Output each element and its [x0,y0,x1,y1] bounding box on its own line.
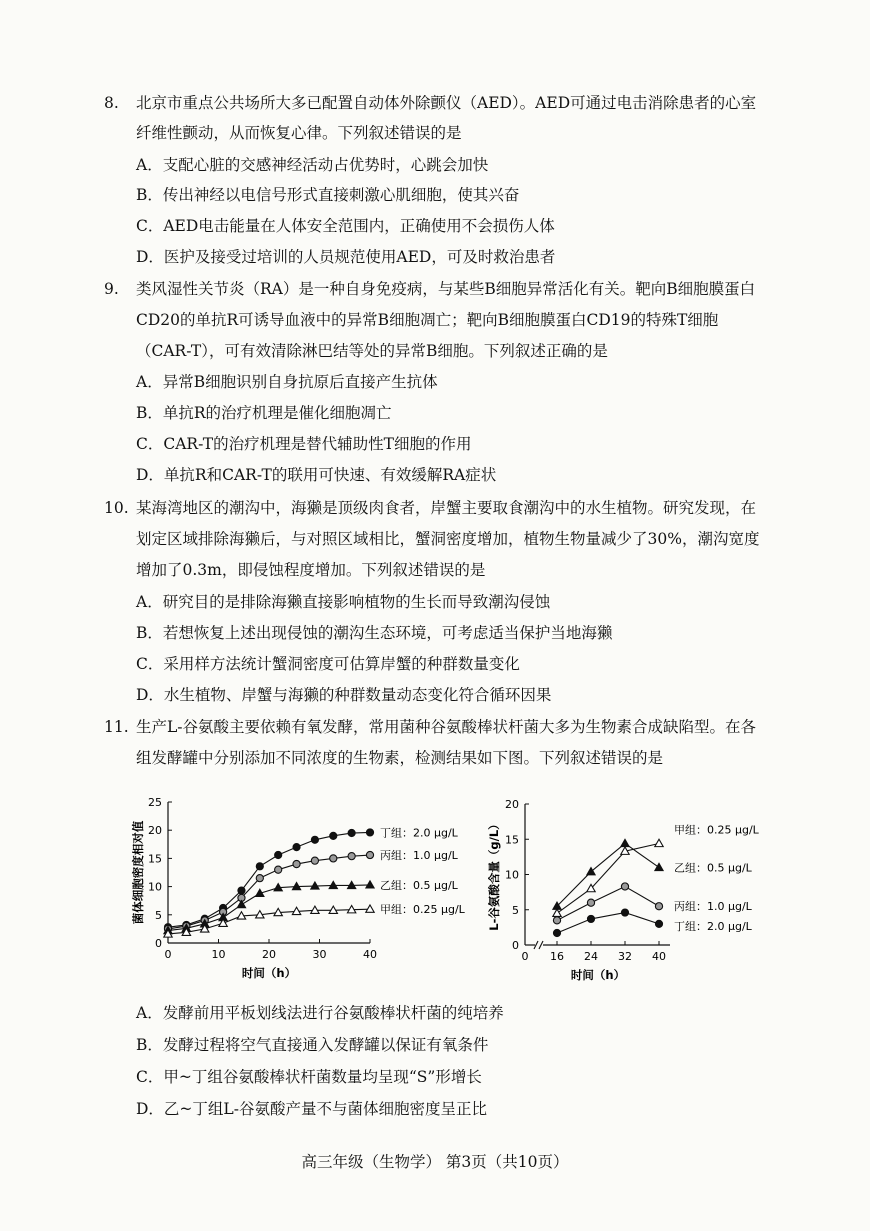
y-tick-label: 10 [148,880,162,894]
q8-option-b: B．传出神经以电信号形式直接刺激心肌细胞，使其兴奋 [136,186,520,204]
q9-number: 9. [104,280,119,298]
x-tick-label: 0 [521,950,529,963]
series-line [168,855,370,929]
q8-stem-line-2: 纤维性颤动，从而恢复心律。下列叙述错误的是 [136,124,462,142]
legend-label: 甲组：0.25 μg/L [380,903,465,917]
q10-stem-line-3: 增加了0.3m，即侵蚀程度增加。下列叙述错误的是 [136,561,486,579]
q10-option-d: D．水生植物、岸蟹与海獭的种群数量动态变化符合循环因果 [136,686,552,704]
data-point [237,900,245,907]
series-line [168,832,370,927]
x-tick-label: 40 [652,950,666,963]
x-tick-label: 32 [618,950,632,963]
series-line [168,885,370,931]
cell-density-chart [120,788,480,988]
data-point [348,853,355,860]
y-tick-label: 5 [512,903,519,917]
q9-option-c: C．CAR-T的治疗机理是替代辅助性T细胞的作用 [136,435,472,453]
x-axis-label: 时间（h） [241,966,297,980]
q9-option-d: D．单抗R和CAR-T的联用可快速、有效缓解RA症状 [136,466,497,484]
y-axis-label: 菌体细胞密度相对值 [131,820,145,925]
data-point [256,863,263,870]
data-point [553,929,560,936]
y-axis-label: L-谷氨酸含量（g/L） [487,818,501,931]
data-point [275,866,282,873]
q9-option-b: B．单抗R的治疗机理是催化细胞凋亡 [136,404,392,422]
data-point [587,899,594,906]
axis-break-mark [539,941,543,949]
data-point [366,881,374,888]
y-tick-label: 5 [155,908,162,922]
series-line [168,909,370,934]
data-point [366,829,373,836]
data-point [655,863,663,870]
q8-option-d: D．医护及接受过培训的人员规范使用AED，可及时救治患者 [136,248,556,266]
q10-number: 10. [104,499,129,517]
data-point [330,832,337,839]
q11-option-a: A．发酵前用平板划线法进行谷氨酸棒状杆菌的纯培养 [136,1004,504,1022]
x-tick-label: 40 [363,948,377,961]
q9-stem-line-2: CD20的单抗R可诱导血液中的异常B细胞凋亡；靶向B细胞膜蛋白CD19的特殊T细胞 [136,311,719,329]
x-tick-label: 24 [584,950,598,963]
x-tick-label: 16 [550,950,564,963]
legend-label: 乙组：0.5 μg/L [674,861,752,875]
legend-label: 乙组：0.5 μg/L [380,878,458,892]
y-tick-label: 10 [505,868,519,882]
q11-option-c: C．甲~丁组谷氨酸棒状杆菌数量均呈现“S”形增长 [136,1068,482,1086]
data-point [366,851,373,858]
q11-option-d: D．乙~丁组L-谷氨酸产量不与菌体细胞密度呈正比 [136,1100,487,1118]
data-point [238,887,245,894]
q10-option-a: A．研究目的是排除海獭直接影响植物的生长而导致潮沟侵蚀 [136,593,551,611]
q11-number: 11. [104,718,129,736]
q8-number: 8. [104,94,119,112]
y-tick-label: 0 [512,939,519,952]
q11-stem-line-1: 生产L-谷氨酸主要依赖有氧发酵，常用菌种谷氨酸棒状杆菌大多为生物素合成缺陷型。在各 [136,718,757,736]
data-point [553,917,560,924]
data-point [330,855,337,862]
data-point [311,857,318,864]
q8-option-c: C．AED电击能量在人体安全范围内，正确使用不会损伤人体 [136,217,555,235]
data-point [293,860,300,867]
data-point [366,905,374,912]
q11-option-b: B．发酵过程将空气直接通入发酵罐以保证有氧条件 [136,1036,489,1054]
y-tick-label: 15 [148,852,162,866]
x-tick-label: 20 [262,948,276,961]
data-point [655,903,662,910]
x-tick-label: 0 [164,948,172,961]
q10-option-c: C．采用样方法统计蟹洞密度可估算岸蟹的种群数量变化 [136,655,520,673]
legend-label: 丙组：1.0 μg/L [674,900,752,914]
y-tick-label: 20 [148,824,162,838]
data-point [348,829,355,836]
q9-stem-line-1: 类风湿性关节炎（RA）是一种自身免疫病，与某些B细胞异常活化有关。靶向B细胞膜蛋白 [136,280,756,298]
q10-option-b: B．若想恢复上述出现侵蚀的潮沟生态环境，可考虑适当保护当地海獭 [136,624,613,642]
data-point [587,915,594,922]
q10-stem-line-1: 某海湾地区的潮沟中，海獭是顶级肉食者，岸蟹主要取食潮沟中的水生植物。研究发现，在 [136,499,757,517]
y-tick-label: 15 [505,833,519,847]
y-tick-label: 20 [505,798,519,811]
q9-option-a: A．异常B细胞识别自身抗原后直接产生抗体 [136,373,438,391]
data-point [621,883,628,890]
page-footer: 高三年级（生物学） 第3页（共10页） [301,1153,569,1171]
legend-label: 丁组：2.0 μg/L [380,826,458,840]
x-tick-label: 30 [312,948,327,961]
q10-stem-line-2: 划定区域排除海獭后，与对照区域相比，蟹洞密度增加，植物生物量减少了30%，潮沟宽度 [136,530,760,548]
series-line [557,913,659,933]
data-point [293,844,300,851]
q9-stem-line-3: （CAR-T），可有效清除淋巴结等处的异常B细胞。下列叙述正确的是 [136,342,608,360]
y-tick-label: 0 [155,937,162,950]
data-point [275,851,282,858]
x-axis-label: 时间（h） [570,968,626,982]
data-point [621,839,629,846]
legend-label: 丁组：2.0 μg/L [674,919,752,933]
legend-label: 丙组：1.0 μg/L [380,849,458,863]
q11-stem-line-2: 组发酵罐中分别添加不同浓度的生物素，检测结果如下图。下列叙述错误的是 [136,749,664,767]
data-point [553,909,561,916]
glutamate-content-chart [480,788,800,988]
data-point [621,909,628,916]
y-tick-label: 25 [148,796,162,809]
q8-option-a: A．支配心脏的交感神经活动占优势时，心跳会加快 [136,156,489,174]
data-point [256,875,263,882]
series-line [557,843,659,913]
q8-stem-line-1: 北京市重点公共场所大多已配置自动体外除颤仪（AED）。AED可通过电击消除患者的心室 [136,94,757,112]
data-point [655,839,663,846]
x-tick-label: 10 [211,948,226,961]
legend-label: 甲组：0.25 μg/L [674,823,759,837]
data-point [311,836,318,843]
data-point [655,920,662,927]
